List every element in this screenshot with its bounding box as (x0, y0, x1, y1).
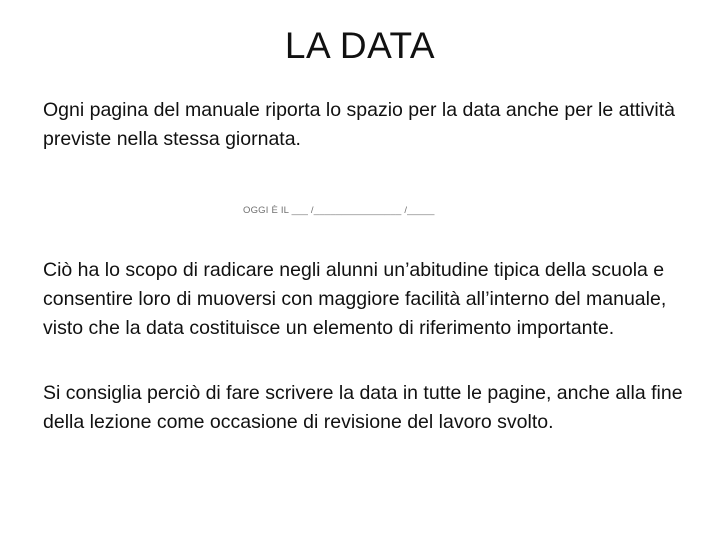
slide-title: LA DATA (284, 25, 436, 66)
paragraph-advice: Si consiglia perciò di fare scrivere la data in tutte le pagine, anche alla fine della lezione come occasione di revisione del lavoro svolto. (43, 382, 683, 433)
date-template: OGGI È IL ___ /________________ /_____ (243, 205, 435, 216)
paragraph-purpose: Ciò ha lo scopo di radicare negli alunni un’abitudine tipica della scuola e consentire loro di muoversi con maggiore facilità all’interno del manuale, visto che la data costituisce un elemento di riferimento importante. (43, 259, 667, 339)
paragraph-intro: Ogni pagina del manuale riporta lo spazio per la data anche per le attività previste nella stessa giornata. (43, 99, 675, 150)
